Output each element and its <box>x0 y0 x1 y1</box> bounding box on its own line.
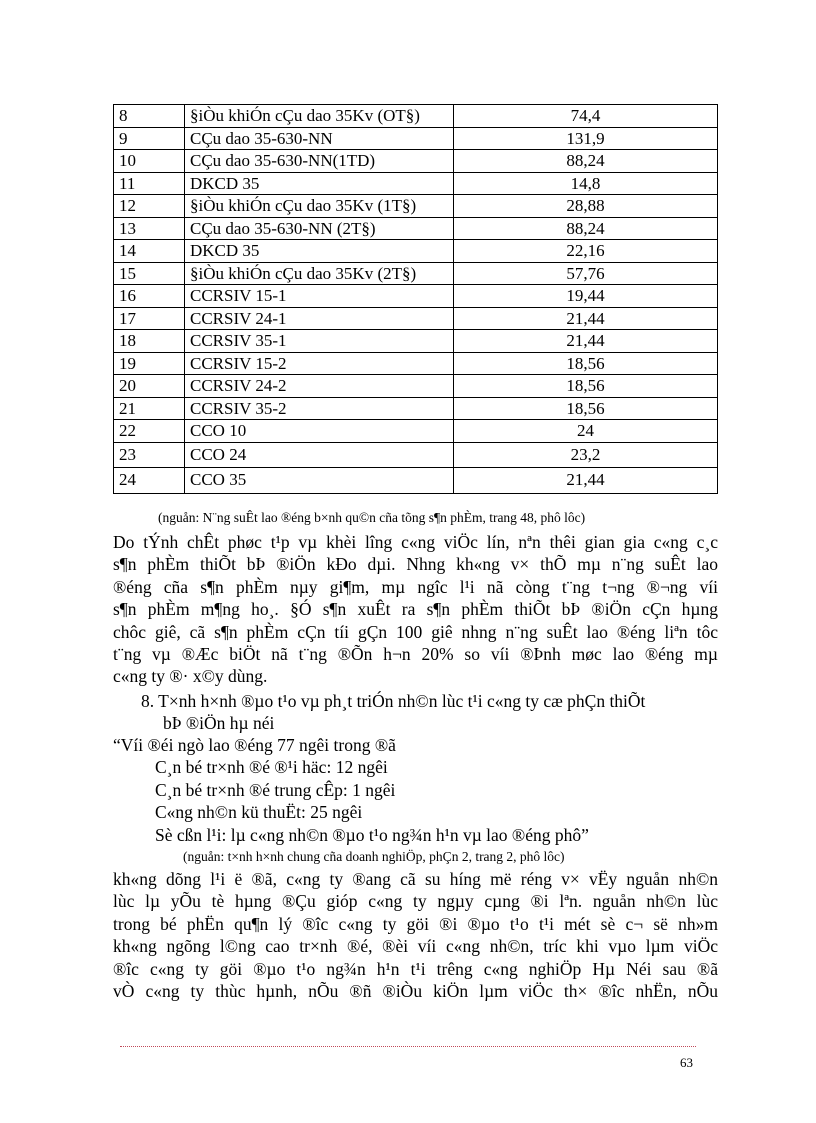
row-number: 17 <box>114 307 185 330</box>
row-equipment-name: §iÒu khiÓn cÇu dao 35Kv (OT§) <box>185 105 454 128</box>
text-line: kh«ng ngõng l©ng cao tr×nh ®é, ®èi víi c«ng nh©n, tríc khi vµo lµm viÖc <box>113 936 718 957</box>
row-equipment-name: §iÒu khiÓn cÇu dao 35Kv (1T§) <box>185 195 454 218</box>
heading-line: bÞ ®iÖn hµ néi <box>163 713 275 734</box>
table-row <box>114 195 718 218</box>
table-row <box>114 285 718 308</box>
table-row <box>114 262 718 285</box>
row-productivity-value: 18,56 <box>454 397 718 420</box>
text-line: Do tÝnh chÊt phøc t¹p vµ khèi lîng c«ng viÖc lín, nªn thêi gian gia c«ng c¸c <box>113 532 718 552</box>
text-line: t¨ng vµ ®Æc biÖt nã t¨ng ®Õn h¬n 20% so víi ®Þnh møc lao ®éng mµ <box>113 644 718 665</box>
row-productivity-value: 23,2 <box>454 442 718 468</box>
footer-divider <box>120 1046 696 1047</box>
row-productivity-value: 28,88 <box>454 195 718 218</box>
row-equipment-name: CCRSIV 15-2 <box>185 352 454 375</box>
row-number: 13 <box>114 217 185 240</box>
row-equipment-name: DKCD 35 <box>185 172 454 195</box>
row-equipment-name: CCRSIV 24-2 <box>185 375 454 398</box>
row-productivity-value: 74,4 <box>454 105 718 128</box>
row-equipment-name: CCO 24 <box>185 442 454 468</box>
table-row <box>114 105 718 128</box>
text-line: ®îc c«ng ty göi ®µo t¹o ng¾n h¹n t¹i trêng c«ng nghiÖp Hµ Néi sau ®ã <box>113 958 718 979</box>
row-productivity-value: 21,44 <box>454 307 718 330</box>
table-row <box>114 330 718 353</box>
table-row <box>114 127 718 150</box>
row-number: 23 <box>114 442 185 468</box>
table-row <box>114 375 718 398</box>
table-row <box>114 240 718 263</box>
paragraph-productivity <box>113 531 718 688</box>
text-line: s¶n phÈm thiÕt bÞ ®iÖn kÐo dµi. Nhng kh«ng v× thÕ mµ n¨ng suÊt lao <box>113 554 718 575</box>
row-equipment-name: CCRSIV 35-1 <box>185 330 454 353</box>
row-productivity-value: 88,24 <box>454 217 718 240</box>
text-line: kh«ng dõng l¹i ë ®ã, c«ng ty ®ang cã su híng më réng v× vËy nguån nh©n <box>113 869 718 889</box>
text-line: chôc giê, cã s¶n phÈm cÇn tíi gÇn 100 giê nhng n¨ng suÊt lao ®éng liªn tôc <box>113 621 718 642</box>
row-productivity-value: 57,76 <box>454 262 718 285</box>
text-line: c«ng ty ®· x©y dùng. <box>113 666 268 687</box>
page-number: 63 <box>680 1055 693 1070</box>
row-number: 16 <box>114 285 185 308</box>
row-number: 18 <box>114 330 185 353</box>
row-equipment-name: DKCD 35 <box>185 240 454 263</box>
paragraph-training <box>113 868 718 1002</box>
text-line: trong bé phËn qu¶n lý ®îc c«ng ty göi ®i ®µo t¹o t¹i mét sè c¬ së nh»m <box>113 913 718 934</box>
table-row <box>114 468 718 494</box>
row-number: 20 <box>114 375 185 398</box>
row-number: 24 <box>114 468 185 494</box>
quote-item: C¸n bé tr×nh ®é ®¹i häc: 12 ngêi <box>155 757 388 777</box>
labor-productivity-table <box>113 104 718 494</box>
table-source-note: (nguån: N¨ng suÊt lao ®éng b×nh qu©n cña tõng s¶n phÈm, trang 48, phô lôc) <box>158 510 586 525</box>
text-line: ®éng cña s¶n phÈm nµy gi¶m, mµ ngîc l¹i nã còng t¨ng t¬ng ®¬ng víi <box>113 576 718 597</box>
row-number: 14 <box>114 240 185 263</box>
text-line: lùc lµ yÕu tè hµng ®Çu gióp c«ng ty ngµy cµng ®i lªn. nguån nh©n lùc <box>113 891 718 912</box>
row-number: 8 <box>114 105 185 128</box>
quote-source-note: (nguån: t×nh h×nh chung cña doanh nghiÖp, phÇn 2, trang 2, phô lôc) <box>183 849 565 864</box>
table-row <box>114 420 718 443</box>
table-row <box>114 307 718 330</box>
row-productivity-value: 14,8 <box>454 172 718 195</box>
row-number: 12 <box>114 195 185 218</box>
table-row <box>114 150 718 173</box>
table-row <box>114 397 718 420</box>
row-productivity-value: 18,56 <box>454 352 718 375</box>
text-line: s¶n phÈm m¶ng ho¸. §Ó s¶n xuÊt ra s¶n phÈm thiÕt bÞ ®iÖn cÇn hµng <box>113 599 718 620</box>
row-equipment-name: CCRSIV 15-1 <box>185 285 454 308</box>
row-number: 21 <box>114 397 185 420</box>
row-productivity-value: 21,44 <box>454 330 718 353</box>
row-productivity-value: 21,44 <box>454 468 718 494</box>
table-row <box>114 217 718 240</box>
row-number: 19 <box>114 352 185 375</box>
row-productivity-value: 18,56 <box>454 375 718 398</box>
row-equipment-name: CÇu dao 35-630-NN(1TD) <box>185 150 454 173</box>
row-productivity-value: 19,44 <box>454 285 718 308</box>
row-productivity-value: 131,9 <box>454 127 718 150</box>
row-productivity-value: 88,24 <box>454 150 718 173</box>
row-number: 9 <box>114 127 185 150</box>
row-equipment-name: CCRSIV 24-1 <box>185 307 454 330</box>
text-line: vÒ c«ng ty thùc hµnh, nÕu ®ñ ®iÒu kiÖn lµm viÖc th× ®îc nhËn, nÕu <box>113 981 718 1002</box>
table-row <box>114 172 718 195</box>
table-row <box>114 352 718 375</box>
row-equipment-name: CCO 10 <box>185 420 454 443</box>
table-row <box>114 442 718 468</box>
section-heading <box>141 690 718 735</box>
row-equipment-name: CCO 35 <box>185 468 454 494</box>
row-equipment-name: §iÒu khiÓn cÇu dao 35Kv (2T§) <box>185 262 454 285</box>
row-number: 10 <box>114 150 185 173</box>
row-equipment-name: CCRSIV 35-2 <box>185 397 454 420</box>
quote-item: Sè cßn l¹i: lµ c«ng nh©n ®µo t¹o ng¾n h¹n vµ lao ®éng phô” <box>155 825 589 845</box>
row-number: 11 <box>114 172 185 195</box>
row-number: 15 <box>114 262 185 285</box>
row-equipment-name: CÇu dao 35-630-NN (2T§) <box>185 217 454 240</box>
row-number: 22 <box>114 420 185 443</box>
heading-line: 8. T×nh h×nh ®µo t¹o vµ ph¸t triÓn nh©n lùc t¹i c«ng ty cæ phÇn thiÕt <box>141 691 646 711</box>
row-equipment-name: CÇu dao 35-630-NN <box>185 127 454 150</box>
quote-item: C«ng nh©n kü thuËt: 25 ngêi <box>155 802 363 822</box>
row-productivity-value: 22,16 <box>454 240 718 263</box>
quote-item: C¸n bé tr×nh ®é trung cÊp: 1 ngêi <box>155 780 396 800</box>
row-productivity-value: 24 <box>454 420 718 443</box>
quote-intro: “Víi ®éi ngò lao ®éng 77 ngêi trong ®ã <box>113 735 396 755</box>
